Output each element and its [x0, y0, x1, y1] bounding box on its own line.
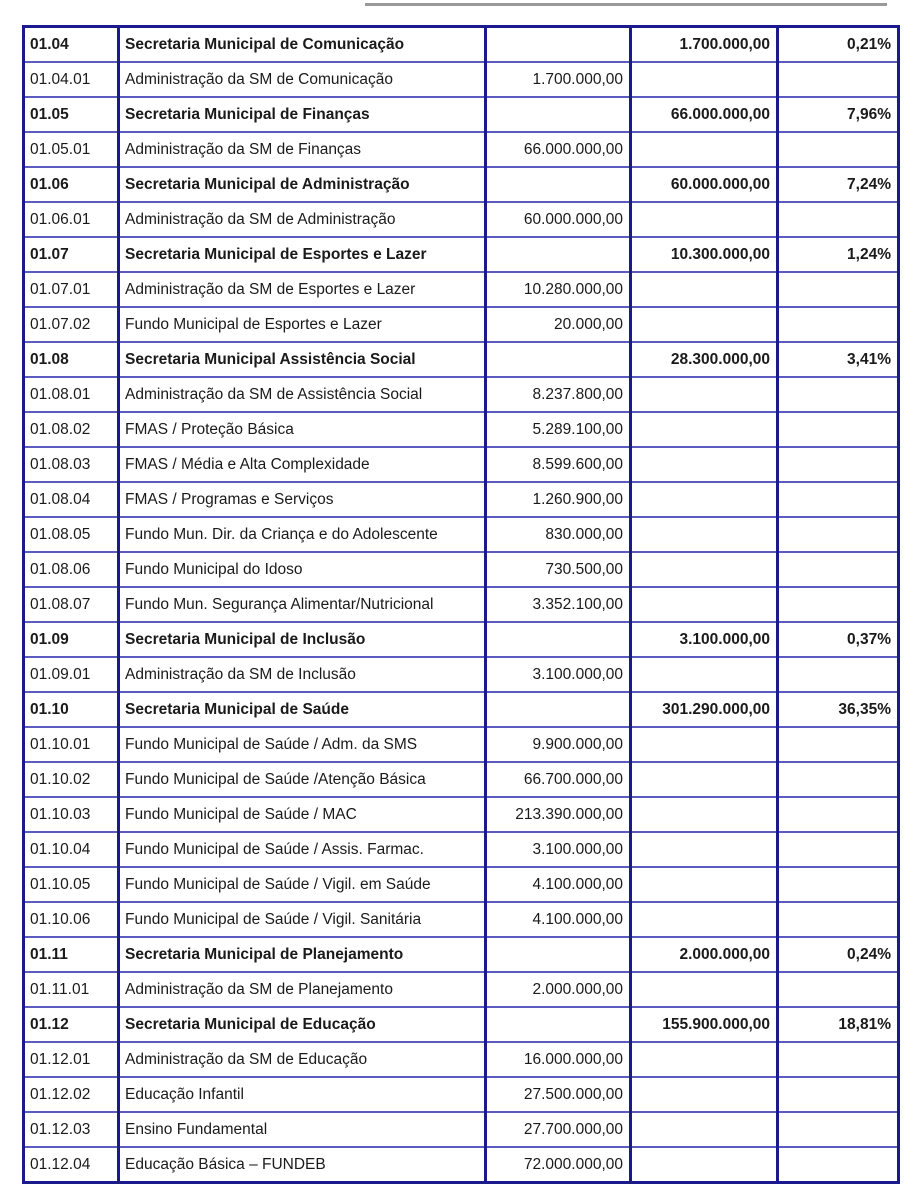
row-description: Administração da SM de Esportes e Lazer [119, 272, 486, 307]
row-description: Secretaria Municipal de Comunicação [119, 27, 486, 63]
row-description: Administração da SM de Finanças [119, 132, 486, 167]
row-code: 01.10.05 [24, 867, 119, 902]
row-total: 66.000.000,00 [631, 97, 778, 132]
item-row [24, 517, 899, 552]
item-row [24, 552, 899, 587]
row-percentage [778, 447, 899, 482]
row-percentage: 7,96% [778, 97, 899, 132]
row-code: 01.05 [24, 97, 119, 132]
row-value [486, 692, 631, 727]
item-row [24, 657, 899, 692]
row-value [486, 167, 631, 202]
row-code: 01.06 [24, 167, 119, 202]
row-value: 20.000,00 [486, 307, 631, 342]
row-value: 830.000,00 [486, 517, 631, 552]
row-percentage [778, 1147, 899, 1183]
row-value [486, 97, 631, 132]
row-percentage [778, 972, 899, 1007]
row-description: Secretaria Municipal de Inclusão [119, 622, 486, 657]
row-description: FMAS / Média e Alta Complexidade [119, 447, 486, 482]
row-value [486, 27, 631, 63]
row-total [631, 482, 778, 517]
item-row [24, 202, 899, 237]
row-description: Fundo Municipal de Saúde / Vigil. Sanitária [119, 902, 486, 937]
row-percentage [778, 517, 899, 552]
row-value [486, 622, 631, 657]
row-total [631, 412, 778, 447]
row-description: Educação Básica – FUNDEB [119, 1147, 486, 1183]
item-row [24, 62, 899, 97]
row-description: Administração da SM de Assistência Social [119, 377, 486, 412]
row-description: Fundo Municipal de Saúde / Adm. da SMS [119, 727, 486, 762]
row-code: 01.10.03 [24, 797, 119, 832]
row-code: 01.08.04 [24, 482, 119, 517]
row-description: Fundo Municipal de Saúde /Atenção Básica [119, 762, 486, 797]
item-row [24, 307, 899, 342]
row-percentage: 0,24% [778, 937, 899, 972]
row-total [631, 62, 778, 97]
group-row [24, 167, 899, 202]
item-row [24, 832, 899, 867]
row-value: 66.000.000,00 [486, 132, 631, 167]
row-code: 01.12.03 [24, 1112, 119, 1147]
row-code: 01.10.01 [24, 727, 119, 762]
row-total [631, 762, 778, 797]
row-value: 1.260.900,00 [486, 482, 631, 517]
budget-table [22, 25, 900, 1184]
row-percentage: 0,37% [778, 622, 899, 657]
item-row [24, 447, 899, 482]
row-description: Secretaria Municipal de Esportes e Lazer [119, 237, 486, 272]
group-row [24, 97, 899, 132]
group-row [24, 342, 899, 377]
row-code: 01.04 [24, 27, 119, 63]
row-code: 01.08 [24, 342, 119, 377]
row-description: Ensino Fundamental [119, 1112, 486, 1147]
item-row [24, 1042, 899, 1077]
row-total [631, 132, 778, 167]
row-value: 3.352.100,00 [486, 587, 631, 622]
row-code: 01.07.01 [24, 272, 119, 307]
row-code: 01.08.05 [24, 517, 119, 552]
row-code: 01.12 [24, 1007, 119, 1042]
row-code: 01.08.02 [24, 412, 119, 447]
row-percentage: 36,35% [778, 692, 899, 727]
row-total [631, 902, 778, 937]
header-rule [365, 3, 887, 6]
row-percentage [778, 412, 899, 447]
row-description: Fundo Municipal de Saúde / Vigil. em Saúde [119, 867, 486, 902]
row-total [631, 1042, 778, 1077]
row-description: Educação Infantil [119, 1077, 486, 1112]
row-description: Fundo Municipal de Saúde / MAC [119, 797, 486, 832]
row-value: 4.100.000,00 [486, 902, 631, 937]
row-code: 01.05.01 [24, 132, 119, 167]
row-description: Secretaria Municipal de Administração [119, 167, 486, 202]
item-row [24, 727, 899, 762]
item-row [24, 412, 899, 447]
row-value: 3.100.000,00 [486, 832, 631, 867]
row-code: 01.08.03 [24, 447, 119, 482]
row-value [486, 937, 631, 972]
item-row [24, 587, 899, 622]
row-code: 01.08.01 [24, 377, 119, 412]
row-total [631, 552, 778, 587]
row-value: 10.280.000,00 [486, 272, 631, 307]
row-description: Administração da SM de Planejamento [119, 972, 486, 1007]
row-description: Fundo Municipal de Saúde / Assis. Farmac. [119, 832, 486, 867]
row-total: 301.290.000,00 [631, 692, 778, 727]
item-row [24, 972, 899, 1007]
row-value [486, 1007, 631, 1042]
row-code: 01.09.01 [24, 657, 119, 692]
item-row [24, 1077, 899, 1112]
row-code: 01.07.02 [24, 307, 119, 342]
group-row [24, 937, 899, 972]
row-total: 10.300.000,00 [631, 237, 778, 272]
group-row [24, 237, 899, 272]
row-description: Fundo Mun. Segurança Alimentar/Nutricional [119, 587, 486, 622]
row-total [631, 377, 778, 412]
row-description: Administração da SM de Comunicação [119, 62, 486, 97]
group-row [24, 622, 899, 657]
row-code: 01.11.01 [24, 972, 119, 1007]
row-code: 01.12.04 [24, 1147, 119, 1183]
row-percentage: 18,81% [778, 1007, 899, 1042]
row-total: 28.300.000,00 [631, 342, 778, 377]
group-row [24, 27, 899, 63]
row-value: 16.000.000,00 [486, 1042, 631, 1077]
row-total: 1.700.000,00 [631, 27, 778, 63]
row-description: Administração da SM de Inclusão [119, 657, 486, 692]
row-value: 27.500.000,00 [486, 1077, 631, 1112]
row-value: 60.000.000,00 [486, 202, 631, 237]
row-description: Fundo Municipal do Idoso [119, 552, 486, 587]
row-percentage [778, 272, 899, 307]
row-total [631, 517, 778, 552]
row-code: 01.12.02 [24, 1077, 119, 1112]
row-percentage [778, 1077, 899, 1112]
row-code: 01.12.01 [24, 1042, 119, 1077]
row-total: 2.000.000,00 [631, 937, 778, 972]
group-row [24, 1007, 899, 1042]
row-percentage: 3,41% [778, 342, 899, 377]
row-total: 60.000.000,00 [631, 167, 778, 202]
row-total: 155.900.000,00 [631, 1007, 778, 1042]
row-description: FMAS / Proteção Básica [119, 412, 486, 447]
row-description: FMAS / Programas e Serviços [119, 482, 486, 517]
row-total [631, 447, 778, 482]
row-code: 01.07 [24, 237, 119, 272]
row-value: 730.500,00 [486, 552, 631, 587]
row-code: 01.09 [24, 622, 119, 657]
row-code: 01.10 [24, 692, 119, 727]
row-total [631, 587, 778, 622]
row-value: 27.700.000,00 [486, 1112, 631, 1147]
row-percentage [778, 62, 899, 97]
item-row [24, 797, 899, 832]
item-row [24, 377, 899, 412]
row-percentage [778, 1042, 899, 1077]
row-code: 01.08.07 [24, 587, 119, 622]
row-percentage [778, 482, 899, 517]
row-percentage [778, 727, 899, 762]
row-percentage [778, 587, 899, 622]
row-percentage [778, 307, 899, 342]
row-total [631, 1077, 778, 1112]
item-row [24, 902, 899, 937]
row-code: 01.08.06 [24, 552, 119, 587]
item-row [24, 1112, 899, 1147]
budget-table-body [24, 27, 899, 1183]
row-description: Secretaria Municipal de Planejamento [119, 937, 486, 972]
row-percentage [778, 832, 899, 867]
row-code: 01.10.04 [24, 832, 119, 867]
row-total [631, 307, 778, 342]
row-total [631, 867, 778, 902]
row-total [631, 797, 778, 832]
row-total [631, 1112, 778, 1147]
row-total [631, 202, 778, 237]
row-percentage [778, 132, 899, 167]
row-value: 66.700.000,00 [486, 762, 631, 797]
group-row [24, 692, 899, 727]
row-value: 1.700.000,00 [486, 62, 631, 97]
row-code: 01.04.01 [24, 62, 119, 97]
item-row [24, 762, 899, 797]
row-percentage [778, 1112, 899, 1147]
row-percentage [778, 377, 899, 412]
row-description: Administração da SM de Educação [119, 1042, 486, 1077]
row-value: 5.289.100,00 [486, 412, 631, 447]
row-description: Secretaria Municipal de Saúde [119, 692, 486, 727]
row-value: 9.900.000,00 [486, 727, 631, 762]
row-code: 01.10.02 [24, 762, 119, 797]
row-value: 72.000.000,00 [486, 1147, 631, 1183]
row-total [631, 972, 778, 1007]
row-code: 01.10.06 [24, 902, 119, 937]
row-description: Secretaria Municipal de Finanças [119, 97, 486, 132]
row-value: 3.100.000,00 [486, 657, 631, 692]
row-percentage [778, 902, 899, 937]
row-value: 8.237.800,00 [486, 377, 631, 412]
row-code: 01.06.01 [24, 202, 119, 237]
row-total [631, 727, 778, 762]
row-total [631, 657, 778, 692]
row-percentage [778, 552, 899, 587]
row-description: Administração da SM de Administração [119, 202, 486, 237]
item-row [24, 132, 899, 167]
row-percentage: 1,24% [778, 237, 899, 272]
row-code: 01.11 [24, 937, 119, 972]
row-value: 213.390.000,00 [486, 797, 631, 832]
row-value: 4.100.000,00 [486, 867, 631, 902]
row-description: Secretaria Municipal Assistência Social [119, 342, 486, 377]
item-row [24, 482, 899, 517]
row-total: 3.100.000,00 [631, 622, 778, 657]
row-total [631, 1147, 778, 1183]
row-total [631, 272, 778, 307]
row-value: 8.599.600,00 [486, 447, 631, 482]
row-percentage [778, 762, 899, 797]
row-percentage: 7,24% [778, 167, 899, 202]
row-percentage: 0,21% [778, 27, 899, 63]
item-row [24, 272, 899, 307]
row-value [486, 342, 631, 377]
row-percentage [778, 867, 899, 902]
row-description: Fundo Municipal de Esportes e Lazer [119, 307, 486, 342]
row-value [486, 237, 631, 272]
row-value: 2.000.000,00 [486, 972, 631, 1007]
row-total [631, 832, 778, 867]
item-row [24, 867, 899, 902]
row-description: Secretaria Municipal de Educação [119, 1007, 486, 1042]
item-row [24, 1147, 899, 1183]
row-percentage [778, 657, 899, 692]
row-percentage [778, 202, 899, 237]
row-percentage [778, 797, 899, 832]
row-description: Fundo Mun. Dir. da Criança e do Adolescente [119, 517, 486, 552]
